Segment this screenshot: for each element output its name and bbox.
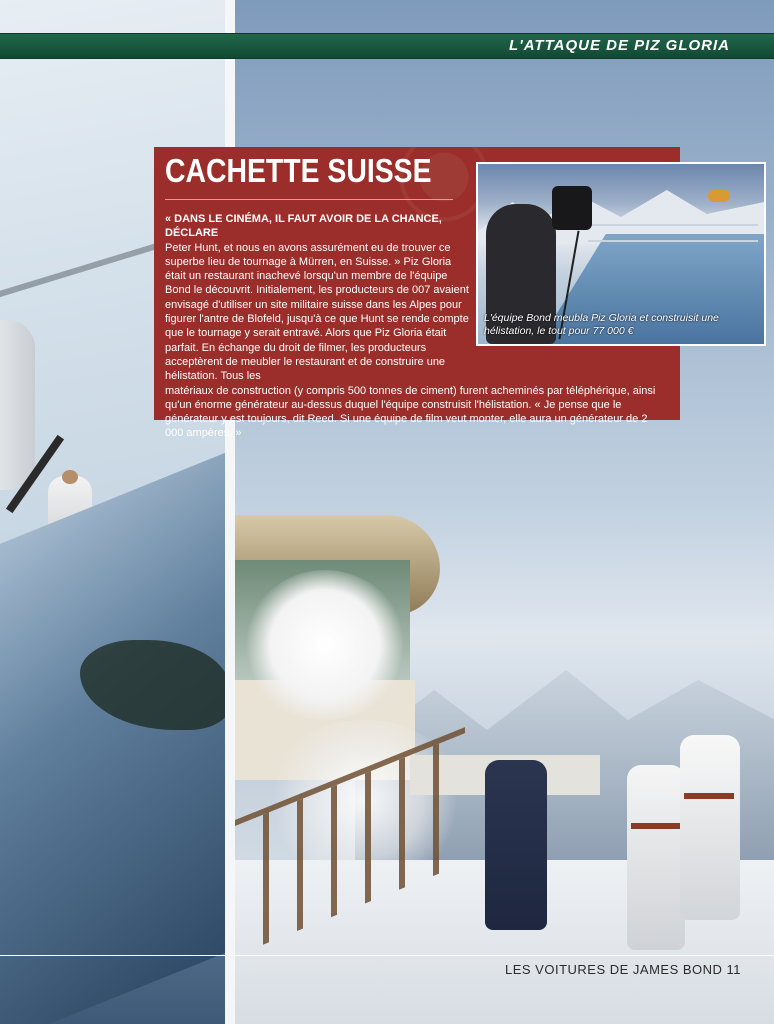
article-heading: CACHETTE SUISSE xyxy=(165,152,432,189)
guard-in-white xyxy=(627,765,685,950)
inset-helicopter xyxy=(708,190,730,202)
man-in-dark-suit xyxy=(485,760,547,930)
article-lead: « DANS LE CINÉMA, IL FAUT AVOIR DE LA CHANCE, DÉCLARE xyxy=(165,213,442,240)
inset-photo-film-crew xyxy=(476,162,766,346)
inset-film-camera xyxy=(552,186,592,230)
section-title: L'ATTAQUE DE PIZ GLORIA xyxy=(508,37,730,54)
article-text-narrow: Peter Hunt, et nous en avons assurément eu de trouver ce superbe lieu de tournage à Mürren, en Suisse. » Piz Gloria était un restaurant inachevé lorsqu'un membre de l'équipe Bond le découvrit. Initialement, les producteurs de 007 avaient envisagé d'utiliser un site militaire suisse dans les Alpes pour figurer l'antre de Blofeld, jusqu'à ce que Hunt se rende compte que le tournage y serait entravé. Alors que Piz Gloria était parfait. En échange du droit de filmer, les producteurs acceptèrent de meubler le restaurant et de construire une hélistation. Tous les xyxy=(165,241,469,383)
jumping-man-head xyxy=(62,470,78,484)
guard-belt xyxy=(684,793,734,799)
heading-rule xyxy=(165,199,453,200)
footer-rule xyxy=(0,955,774,956)
inset-railing xyxy=(588,224,758,242)
article-narrow-column xyxy=(165,212,470,384)
guard-belt xyxy=(631,823,681,829)
smoke-cloud xyxy=(245,570,405,720)
article-text-wide: matériaux de construction (y compris 500 tonnes de ciment) furent acheminés par téléphérique, ainsi qu'un énorme générateur au-dessus duquel l'équipe construisit l'hélistation. « Je pense que le générateur y est toujours, dit Reed. Si une équipe de film veut monter, elle aura un générateur de 2 000 ampères. » xyxy=(165,384,656,440)
inset-caption: L'équipe Bond meubla Piz Gloria et construisit une hélistation, le tout pour 77 000 € xyxy=(484,312,719,337)
guard-in-white xyxy=(680,735,740,920)
page-footer: LES VOITURES DE JAMES BOND 11 xyxy=(505,962,742,977)
helicopter-body xyxy=(0,320,35,490)
section-header-band xyxy=(0,33,774,59)
